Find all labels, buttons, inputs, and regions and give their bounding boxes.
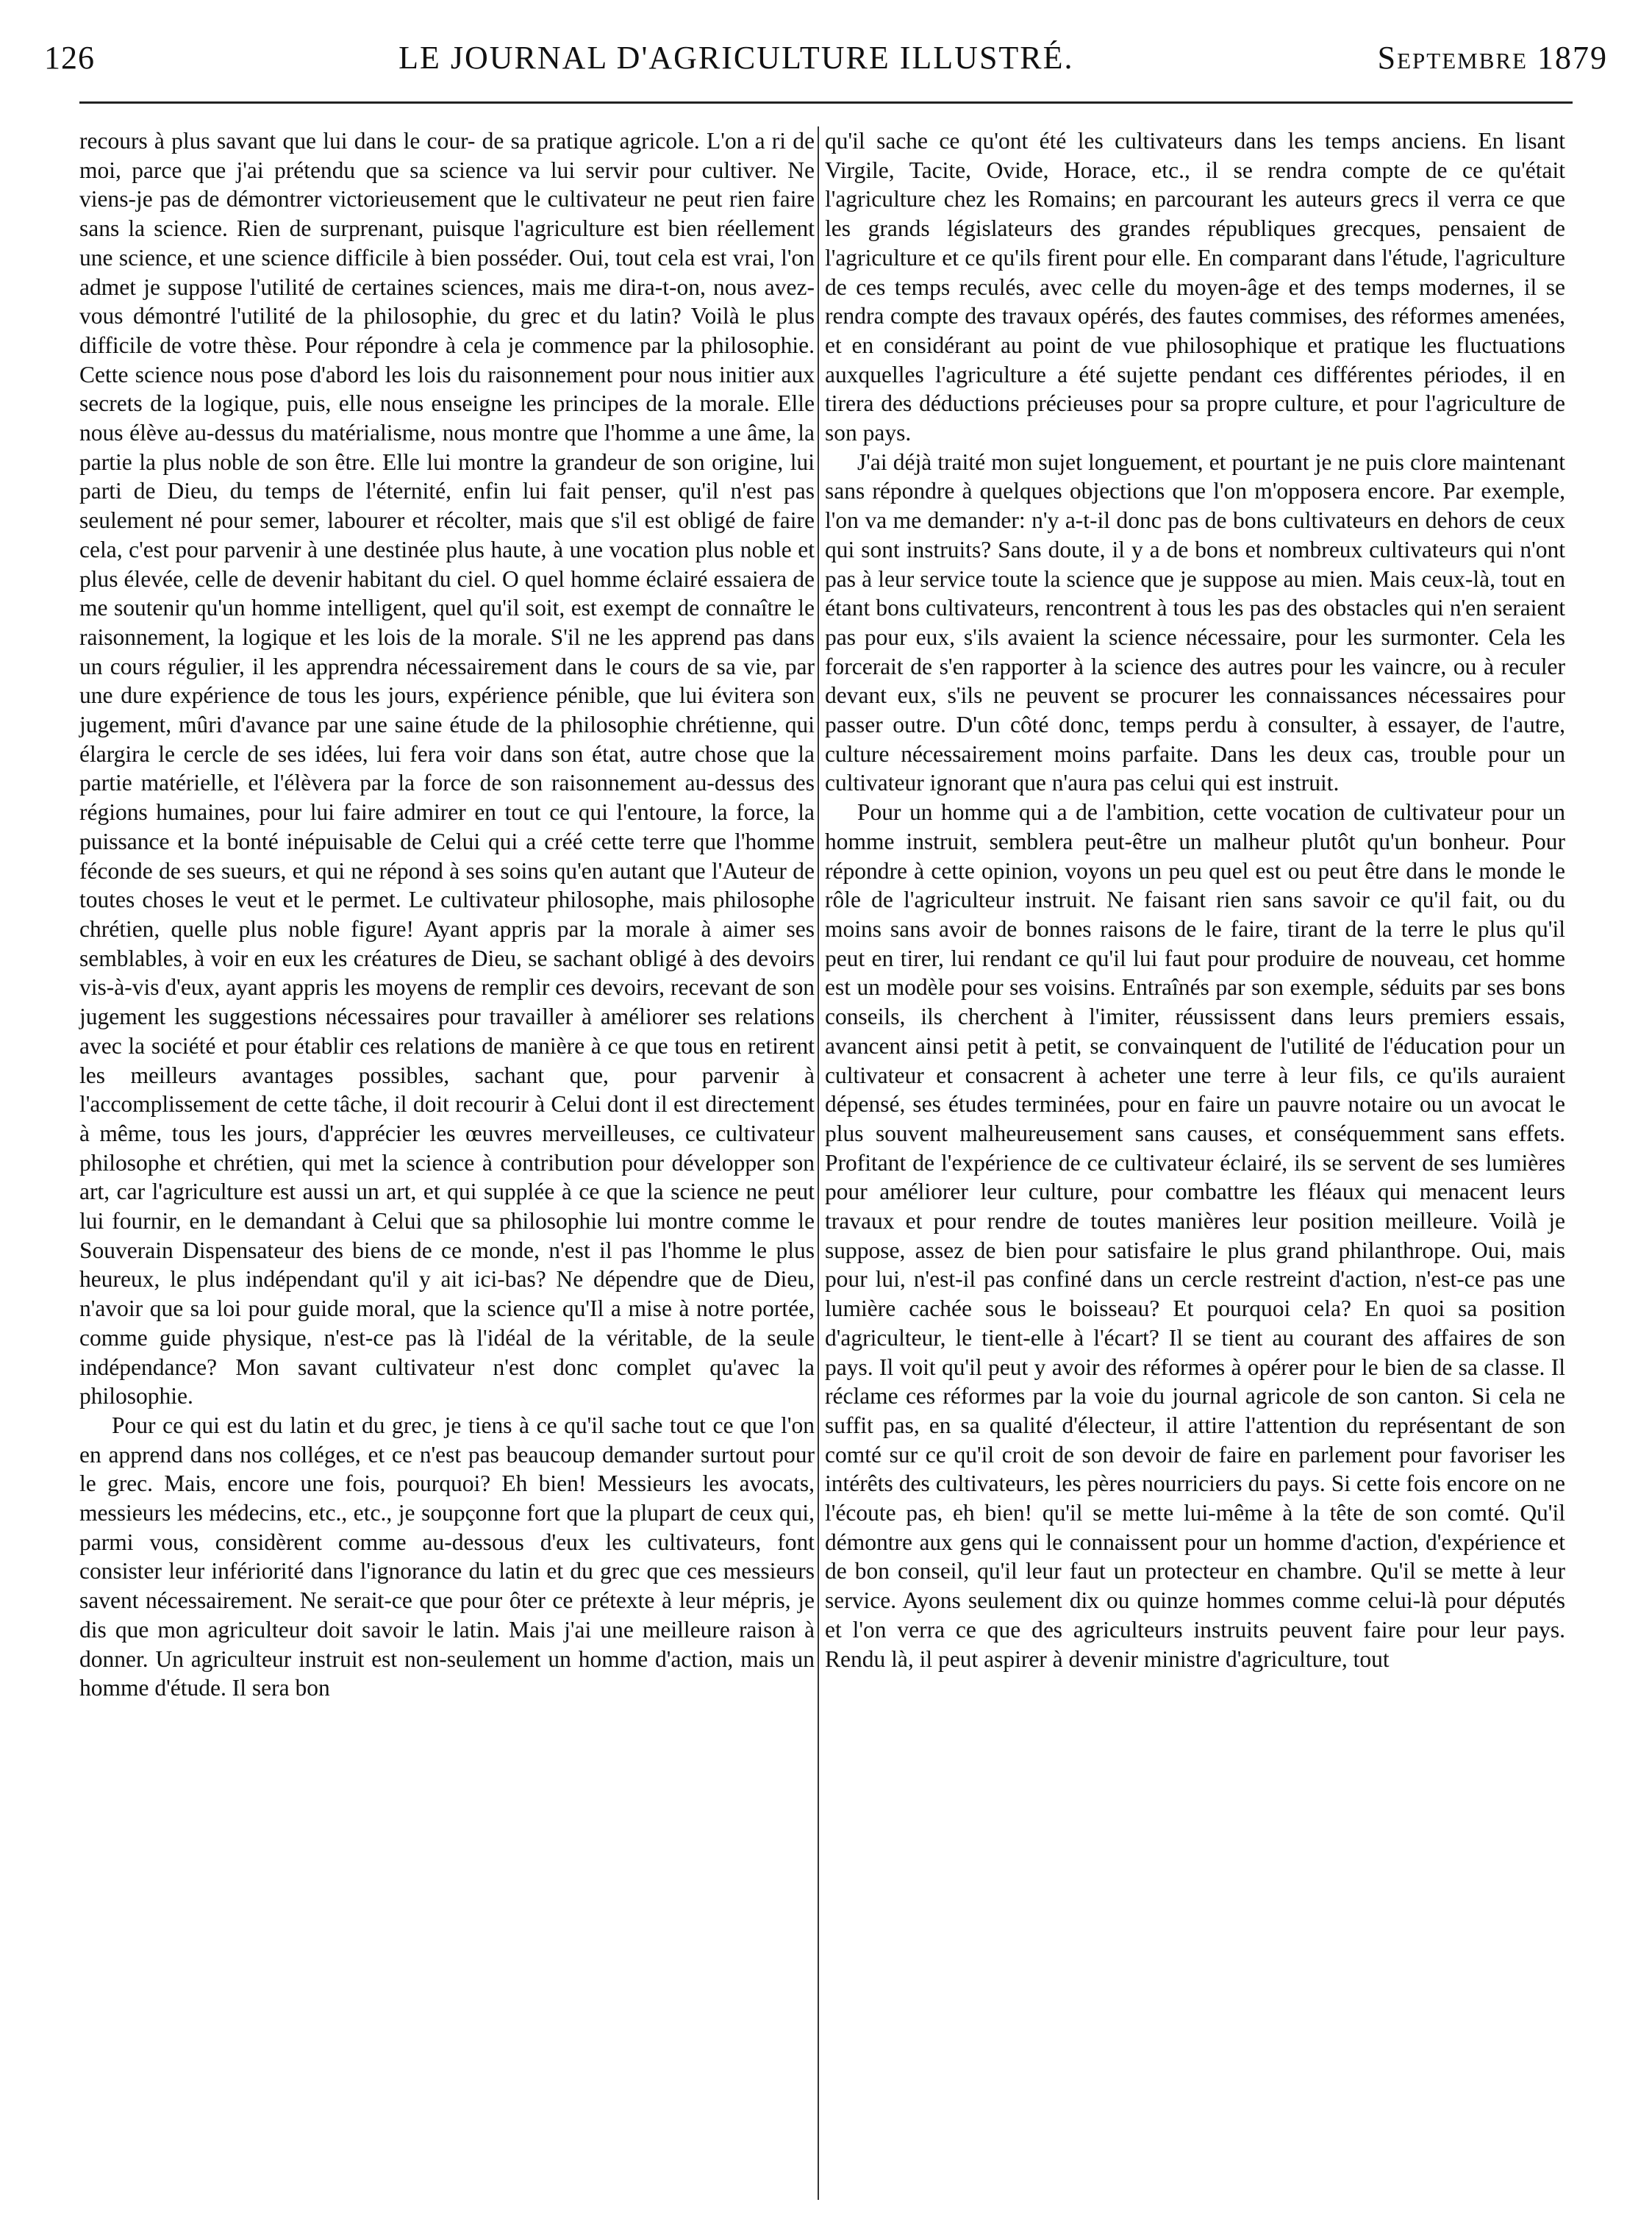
page-header xyxy=(44,35,1608,79)
paragraph: qu'il sache ce qu'ont été les cultivateurs dans les temps anciens. En lisant Virgile, Tacite, Ovide, Horace, etc., il se rendra compte de ce qu'était l'agriculture chez les Romains; en parcourant les auteurs grecs il verra ce que les grands législateurs des grandes républiques grecques, pensaient de l'agriculture et ce qu'ils firent pour elle. En comparant dans l'étude, l'agriculture de ces temps reculés, avec celle du moyen-âge et des temps modernes, il se rendra compte des travaux opérés, des fautes commises, des réformes amenées, et en considérant au point de vue philosophique et pratique les fluctuations auxquelles l'agriculture a été sujette pendant ces différentes périodes, il en tirera des déductions précieuses pour sa propre culture, et pour l'agriculture de son pays. xyxy=(825,128,1565,446)
column-divider xyxy=(818,126,819,2200)
paragraph: Pour un homme qui a de l'ambition, cette vocation de cultivateur pour un homme instruit, semblera peut-être un malheur plutôt qu'un bonheur. Pour répondre à cette opinion, voyons un peu quel est ou peut être dans le monde le rôle de l'agriculteur instruit. Ne faisant rien sans savoir ce qu'il fait, ou du moins sans avoir de bonnes raisons de le faire, tirant de la terre le plus qu'il peut en tirer, lui rendant ce qu'il lui faut pour produire de nouveau, cet homme est un modèle pour ses voisins. Entraînés par son exemple, séduits par ses bons conseils, ils cherchent à l'imiter, réussissent dans leurs premiers essais, avancent ainsi petit à petit, se convainquent de l'utilité de l'éducation pour un cultivateur et consacrent à acheter une terre à leur fils, ce qu'ils auraient dépensé, ses études terminées, pour en faire un pauvre notaire ou un avocat le plus souvent malheureusement sans causes, et conséquemment sans effets. Profitant de l'expérience de ce cultivateur éclairé, ils se servent de ses lumières pour améliorer leur culture, pour combattre les fléaux qui menacent leurs travaux et pour rendre de toutes manières leur position meilleure. Voilà je suppose, assez de bien pour satisfaire le plus grand philanthrope. Oui, mais pour lui, n'est-il pas confiné dans un cercle restreint d'action, n'est-ce pas une lumière cachée sous le boisseau? Et pourquoi cela? En quoi sa position d'agriculteur, le tient-elle à l'écart? Il se tient au courant des affaires de son pays. Il voit qu'il peut y avoir des réformes à opérer pour le bien de sa classe. Il réclame ces réformes par la voie du journal agricole de son canton. Si cela ne suffit pas, en sa qualité d'électeur, il attire l'attention du représentant de son comté sur ce qu'il croit de son devoir de faire en parlement pour favoriser les intérêts des cultivateurs, les pères nourriciers du pays. Si cette fois encore on ne l'écoute pas, eh bien! qu'il se mette lui-même à la tête de son comté. Qu'il démontre aux gens qui le connaissent pour un homme d'action, d'expérience et de bon conseil, qu'il leur faut un protecteur en chambre. Qu'il se mette à leur service. Ayons seulement dix ou quinze hommes comme celui-là pour députés et l'on verra ce que des agriculteurs instruits peuvent faire pour leur pays. Rendu là, il peut aspirer à devenir ministre d'agriculture, tout xyxy=(825,799,1565,1672)
paragraph: Pour ce qui est du latin et du grec, je tiens à ce qu'il sache tout ce que l'on en apprend dans nos colléges, et ce n'est pas beaucoup demander surtout pour le grec. Mais, encore une fois, pourquoi? Eh bien! Messieurs les avocats, messieurs les médecins, etc., etc., je soupçonne fort que la plupart de ceux qui, parmi vous, considèrent comme au-dessous d'eux les cultivateurs, font consister leur infériorité dans l'ignorance du latin et du grec que ces messieurs savent nécessairement. Ne serait-ce que pour ôter ce prétexte à leur mépris, je dis que mon agriculteur doit savoir le latin. Mais j'ai une meilleure raison à donner. Un agriculteur instruit est non-seulement un homme d'action, mais un homme d'étude. Il sera bon xyxy=(79,1412,815,1701)
right-column xyxy=(825,126,1565,1673)
page-number: 126 xyxy=(44,39,95,76)
paragraph: J'ai déjà traité mon sujet longuement, et pourtant je ne puis clore maintenant sans répondre à quelques objections que l'on m'opposera encore. Par exemple, l'on va me demander: n'y a-t-il donc pas de bons cultivateurs en dehors de ceux qui sont instruits? Sans doute, il y a de bons et nombreux cultivateurs qui n'ont pas à leur service toute la science que je suppose au mien. Mais ceux-là, tout en étant bons cultivateurs, rencontrent à tous les pas des obstacles qui n'en seraient pas pour eux, s'ils avaient la science nécessaire, pour les surmonter. Cela les forcerait de s'en rapporter à la science des autres pour les vaincre, ou à reculer devant eux, s'ils ne peuvent se procurer les connaissances nécessaires pour passer outre. D'un côté donc, temps perdu à consulter, à essayer, de l'autre, culture nécessairement moins parfaite. Dans les deux cas, trouble pour un cultivateur ignorant que n'aura pas celui qui est instruit. xyxy=(825,448,1565,796)
journal-title: LE JOURNAL D'AGRICULTURE ILLUSTRÉ. xyxy=(398,39,1074,76)
left-column xyxy=(79,126,815,1703)
issue-date: Septembre 1879 xyxy=(1377,39,1608,76)
header-rule xyxy=(79,101,1573,104)
paragraph: recours à plus savant que lui dans le cour- de sa pratique agricole. L'on a ri de moi, parce que j'ai prétendu que sa science va lui servir pour cultiver. Ne viens-je pas de démontrer victorieusement que le cultivateur ne peut rien faire sans la science. Rien de surprenant, puisque l'agriculture est bien réellement une science, et une science difficile à bien posséder. Oui, tout cela est vrai, l'on admet je suppose l'utilité de certaines sciences, mais me dira-t-on, nous avez-vous démontré l'utilité de la philosophie, du grec et du latin? Voilà le plus difficile de votre thèse. Pour répondre à cela je commence par la philosophie. Cette science nous pose d'abord les lois du raisonnement pour nous initier aux secrets de la logique, puis, elle nous enseigne les principes de la morale. Elle nous élève au-dessus du matérialisme, nous montre que l'homme a une âme, la partie la plus noble de son être. Elle lui montre la grandeur de son origine, lui parti de Dieu, du temps de l'éternité, enfin lui fait penser, qu'il n'est pas seulement né pour semer, labourer et récolter, mais que s'il est obligé de faire cela, c'est pour parvenir à une destinée plus haute, à une vocation plus noble et plus élevée, celle de devenir habitant du ciel. O quel homme éclairé essaiera de me soutenir qu'un homme intelligent, quel qu'il soit, est exempt de connaître le raisonnement, la logique et les lois de la morale. S'il ne les apprend pas dans un cours régulier, il les apprendra nécessairement dans le cours de sa vie, par une dure expérience de tous les jours, expérience pénible, que lui évitera son jugement, mûri d'avance par une saine étude de la philosophie chrétienne, qui élargira le cercle de ses idées, lui fera voir dans son état, autre chose que la partie matérielle, et l'élèvera par la force de son raisonnement au-dessus des régions humaines, pour lui faire admirer en tout ce qui l'entoure, la force, la puissance et la bonté inépuisable de Celui qui a créé cette terre que l'homme féconde de ses sueurs, et qui ne répond à ses soins qu'en autant que l'Auteur de toutes choses le veut et le permet. Le cultivateur philosophe, mais philosophe chrétien, quelle plus noble figure! Ayant appris par la morale à aimer ses semblables, à voir en eux les créatures de Dieu, se sachant obligé à des devoirs vis-à-vis d'eux, ayant appris les moyens de remplir ces devoirs, recevant de son jugement les suggestions nécessaires pour travailler à améliorer ses relations avec la société et pour établir ces relations de manière à ce que tous en retirent les meilleurs avantages possibles, sachant que, pour parvenir à l'accomplissement de cette tâche, il doit recourir à Celui dont il est directement à même, tous les jours, d'apprécier les œuvres merveilleuses, ce cultivateur philosophe et chrétien, qui met la science à contribution pour développer son art, car l'agriculture est aussi un art, et qui supplée à ce que la science ne peut lui fournir, en le demandant à Celui que sa philosophie lui montre comme le Souverain Dispensateur des biens de ce monde, n'est il pas l'homme le plus heureux, le plus indépendant qu'il y ait ici-bas? Ne dépendre que de Dieu, n'avoir que sa loi pour guide moral, que la science qu'Il a mise à notre portée, comme guide physique, n'est-ce pas là l'idéal de la véritable, de la seule indépendance? Mon savant cultivateur n'est donc complet qu'avec la philosophie. xyxy=(79,128,815,1409)
